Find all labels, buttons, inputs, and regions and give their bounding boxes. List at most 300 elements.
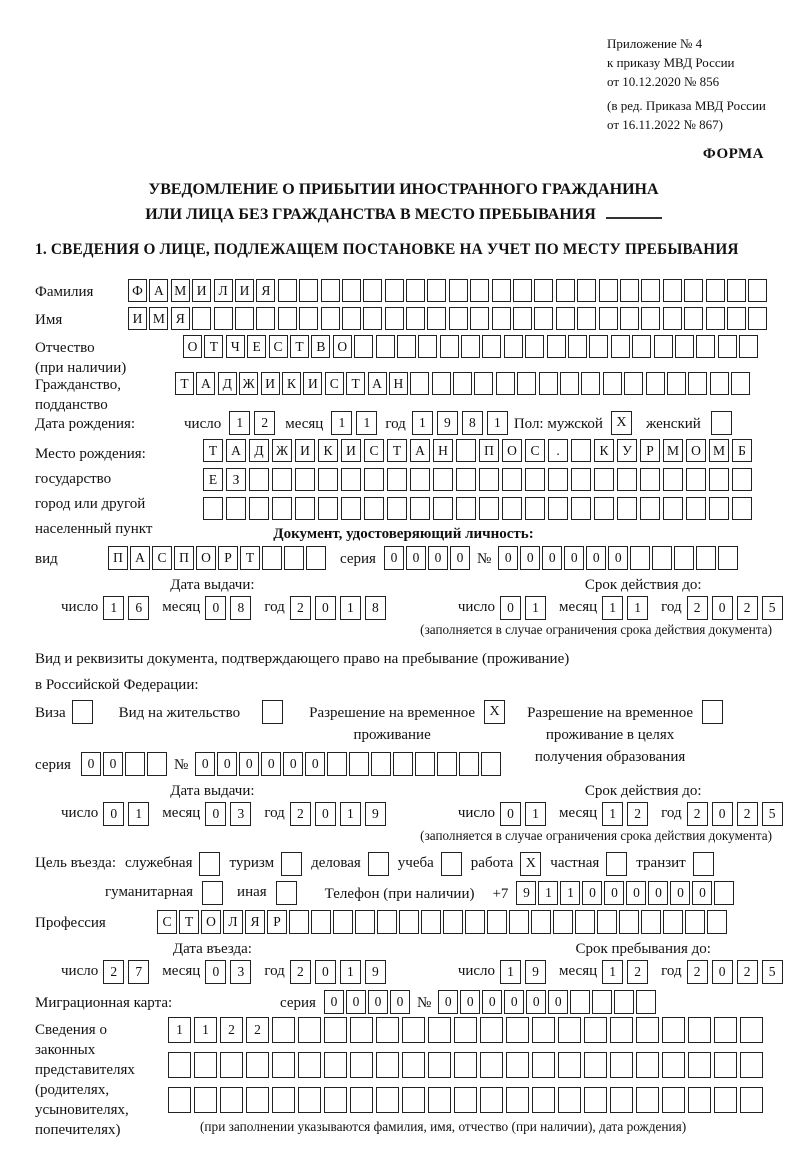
char-box[interactable] [318, 497, 338, 520]
char-box[interactable] [272, 1087, 295, 1113]
char-box[interactable]: 0 [205, 960, 226, 984]
char-box[interactable] [284, 546, 304, 570]
char-box[interactable]: С [157, 910, 177, 934]
char-box[interactable] [570, 990, 590, 1014]
char-box[interactable]: 0 [324, 990, 344, 1014]
purpose-tourism-checkbox[interactable] [281, 852, 302, 876]
char-box[interactable] [599, 279, 618, 302]
char-box[interactable] [324, 1052, 347, 1078]
char-box[interactable] [299, 307, 318, 330]
char-box[interactable]: 7 [128, 960, 149, 984]
char-box[interactable]: М [171, 279, 190, 302]
char-box[interactable] [610, 1052, 633, 1078]
char-box[interactable]: И [295, 439, 315, 462]
char-box[interactable]: 0 [103, 752, 123, 776]
char-box[interactable] [584, 1017, 607, 1043]
char-box[interactable]: П [108, 546, 128, 570]
char-box[interactable]: 1 [602, 596, 623, 620]
char-box[interactable] [194, 1052, 217, 1078]
char-box[interactable]: Р [640, 439, 660, 462]
char-box[interactable] [706, 307, 725, 330]
char-box[interactable] [203, 497, 223, 520]
char-box[interactable] [688, 1017, 711, 1043]
char-box[interactable] [354, 335, 373, 358]
char-box[interactable]: Д [249, 439, 269, 462]
char-box[interactable] [327, 752, 347, 776]
char-box[interactable]: 2 [290, 802, 311, 826]
char-box[interactable]: 1 [194, 1017, 217, 1043]
temporary-residence-checkbox[interactable]: X [484, 700, 505, 724]
char-box[interactable]: 0 [498, 546, 518, 570]
char-box[interactable] [636, 1052, 659, 1078]
char-box[interactable]: 2 [246, 1017, 269, 1043]
char-box[interactable]: 0 [261, 752, 281, 776]
char-box[interactable]: 9 [365, 960, 386, 984]
char-box[interactable] [321, 279, 340, 302]
char-box[interactable] [732, 468, 752, 491]
char-box[interactable]: О [201, 910, 221, 934]
char-box[interactable] [168, 1052, 191, 1078]
char-box[interactable]: 2 [290, 596, 311, 620]
char-box[interactable] [502, 497, 522, 520]
char-box[interactable]: 0 [103, 802, 124, 826]
char-box[interactable] [480, 1017, 503, 1043]
char-box[interactable] [513, 279, 532, 302]
char-box[interactable] [592, 990, 612, 1014]
char-box[interactable] [415, 752, 435, 776]
char-box[interactable] [465, 910, 485, 934]
purpose-study-checkbox[interactable] [441, 852, 462, 876]
char-box[interactable] [534, 279, 553, 302]
char-box[interactable] [714, 1052, 737, 1078]
char-box[interactable] [620, 307, 639, 330]
char-box[interactable] [688, 1087, 711, 1113]
char-box[interactable] [620, 279, 639, 302]
char-box[interactable] [663, 468, 683, 491]
char-box[interactable] [558, 1052, 581, 1078]
char-box[interactable]: Р [218, 546, 238, 570]
char-box[interactable]: О [333, 335, 352, 358]
char-box[interactable]: 1 [602, 802, 623, 826]
char-box[interactable]: 0 [384, 546, 404, 570]
char-box[interactable] [272, 1017, 295, 1043]
char-box[interactable] [525, 468, 545, 491]
char-box[interactable] [532, 1017, 555, 1043]
char-box[interactable] [402, 1017, 425, 1043]
char-box[interactable] [147, 752, 167, 776]
char-box[interactable]: 0 [438, 990, 458, 1014]
char-box[interactable]: И [341, 439, 361, 462]
char-box[interactable] [278, 307, 297, 330]
char-box[interactable]: 0 [460, 990, 480, 1014]
char-box[interactable]: Н [433, 439, 453, 462]
char-box[interactable] [739, 335, 758, 358]
char-box[interactable]: 0 [586, 546, 606, 570]
char-box[interactable] [504, 335, 523, 358]
char-box[interactable]: 3 [230, 802, 251, 826]
char-box[interactable] [220, 1087, 243, 1113]
char-box[interactable]: 1 [340, 596, 361, 620]
char-box[interactable] [410, 497, 430, 520]
char-box[interactable]: 1 [602, 960, 623, 984]
char-box[interactable]: 1 [331, 411, 352, 435]
char-box[interactable] [727, 279, 746, 302]
char-box[interactable] [496, 372, 515, 395]
char-box[interactable] [575, 910, 595, 934]
char-box[interactable] [748, 279, 767, 302]
char-box[interactable] [732, 497, 752, 520]
char-box[interactable]: Т [346, 372, 365, 395]
char-box[interactable]: Р [267, 910, 287, 934]
char-box[interactable] [710, 372, 729, 395]
char-box[interactable] [364, 468, 384, 491]
char-box[interactable]: Ф [128, 279, 147, 302]
char-box[interactable]: 0 [81, 752, 101, 776]
visa-checkbox[interactable] [72, 700, 93, 724]
char-box[interactable]: П [479, 439, 499, 462]
char-box[interactable] [714, 1087, 737, 1113]
char-box[interactable] [748, 307, 767, 330]
char-box[interactable]: Я [245, 910, 265, 934]
char-box[interactable]: П [174, 546, 194, 570]
char-box[interactable] [740, 1017, 763, 1043]
char-box[interactable] [427, 307, 446, 330]
char-box[interactable] [454, 1052, 477, 1078]
char-box[interactable] [433, 468, 453, 491]
char-box[interactable]: 1 [168, 1017, 191, 1043]
char-box[interactable] [456, 468, 476, 491]
char-box[interactable] [674, 546, 694, 570]
char-box[interactable] [548, 468, 568, 491]
char-box[interactable] [342, 307, 361, 330]
char-box[interactable] [685, 910, 705, 934]
char-box[interactable] [640, 497, 660, 520]
char-box[interactable] [449, 279, 468, 302]
char-box[interactable]: И [192, 279, 211, 302]
char-box[interactable] [706, 279, 725, 302]
char-box[interactable]: К [282, 372, 301, 395]
char-box[interactable]: А [226, 439, 246, 462]
char-box[interactable]: 2 [687, 960, 708, 984]
char-box[interactable]: 0 [564, 546, 584, 570]
char-box[interactable] [192, 307, 211, 330]
char-box[interactable] [652, 546, 672, 570]
char-box[interactable] [437, 752, 457, 776]
char-box[interactable] [459, 752, 479, 776]
char-box[interactable] [376, 1087, 399, 1113]
char-box[interactable] [568, 335, 587, 358]
char-box[interactable] [125, 752, 145, 776]
char-box[interactable]: 0 [283, 752, 303, 776]
char-box[interactable] [393, 752, 413, 776]
char-box[interactable]: Б [732, 439, 752, 462]
char-box[interactable] [509, 910, 529, 934]
char-box[interactable] [663, 497, 683, 520]
char-box[interactable]: 0 [315, 802, 336, 826]
sex-female-checkbox[interactable] [711, 411, 732, 435]
char-box[interactable] [480, 1087, 503, 1113]
char-box[interactable]: 0 [450, 546, 470, 570]
char-box[interactable]: Т [387, 439, 407, 462]
char-box[interactable]: 1 [340, 960, 361, 984]
char-box[interactable] [589, 335, 608, 358]
char-box[interactable] [571, 439, 591, 462]
char-box[interactable] [641, 910, 661, 934]
char-box[interactable]: 5 [762, 802, 783, 826]
char-box[interactable]: 5 [762, 960, 783, 984]
temporary-residence-education-checkbox[interactable] [702, 700, 723, 724]
char-box[interactable] [246, 1087, 269, 1113]
char-box[interactable] [547, 335, 566, 358]
char-box[interactable] [256, 307, 275, 330]
char-box[interactable] [428, 1052, 451, 1078]
char-box[interactable]: 0 [305, 752, 325, 776]
char-box[interactable] [295, 468, 315, 491]
char-box[interactable] [454, 1087, 477, 1113]
char-box[interactable] [686, 468, 706, 491]
char-box[interactable]: В [311, 335, 330, 358]
sex-male-checkbox[interactable]: X [611, 411, 632, 435]
char-box[interactable] [440, 335, 459, 358]
char-box[interactable]: Т [240, 546, 260, 570]
char-box[interactable] [571, 468, 591, 491]
char-box[interactable] [341, 468, 361, 491]
char-box[interactable]: Т [179, 910, 199, 934]
char-box[interactable] [709, 468, 729, 491]
char-box[interactable]: 0 [406, 546, 426, 570]
char-box[interactable]: И [235, 279, 254, 302]
char-box[interactable] [299, 279, 318, 302]
char-box[interactable]: Н [389, 372, 408, 395]
char-box[interactable] [662, 1052, 685, 1078]
char-box[interactable]: 1 [487, 411, 508, 435]
char-box[interactable] [377, 910, 397, 934]
char-box[interactable] [333, 910, 353, 934]
char-box[interactable] [688, 1052, 711, 1078]
purpose-transit-checkbox[interactable] [693, 852, 714, 876]
char-box[interactable]: 0 [712, 596, 733, 620]
char-box[interactable] [479, 497, 499, 520]
char-box[interactable] [235, 307, 254, 330]
char-box[interactable]: О [196, 546, 216, 570]
char-box[interactable] [341, 497, 361, 520]
char-box[interactable]: А [196, 372, 215, 395]
char-box[interactable] [449, 307, 468, 330]
char-box[interactable]: 0 [526, 990, 546, 1014]
char-box[interactable]: К [318, 439, 338, 462]
char-box[interactable]: М [149, 307, 168, 330]
char-box[interactable] [306, 546, 326, 570]
char-box[interactable] [385, 279, 404, 302]
char-box[interactable] [532, 1087, 555, 1113]
char-box[interactable] [684, 307, 703, 330]
purpose-commercial-checkbox[interactable] [368, 852, 389, 876]
char-box[interactable] [428, 1087, 451, 1113]
char-box[interactable]: Е [203, 468, 223, 491]
char-box[interactable] [376, 335, 395, 358]
char-box[interactable] [558, 1087, 581, 1113]
char-box[interactable]: М [663, 439, 683, 462]
char-box[interactable] [376, 1017, 399, 1043]
char-box[interactable] [663, 910, 683, 934]
char-box[interactable]: С [525, 439, 545, 462]
char-box[interactable] [641, 307, 660, 330]
char-box[interactable] [481, 752, 501, 776]
char-box[interactable]: У [617, 439, 637, 462]
char-box[interactable] [663, 307, 682, 330]
char-box[interactable]: Д [218, 372, 237, 395]
char-box[interactable]: 0 [548, 990, 568, 1014]
char-box[interactable]: 6 [128, 596, 149, 620]
char-box[interactable] [443, 910, 463, 934]
char-box[interactable] [556, 279, 575, 302]
char-box[interactable] [581, 372, 600, 395]
char-box[interactable] [714, 1017, 737, 1043]
char-box[interactable]: 9 [525, 960, 546, 984]
purpose-work-checkbox[interactable]: X [520, 852, 541, 876]
char-box[interactable] [298, 1052, 321, 1078]
char-box[interactable] [350, 1017, 373, 1043]
char-box[interactable]: 1 [525, 802, 546, 826]
char-box[interactable] [492, 307, 511, 330]
purpose-business-checkbox[interactable] [199, 852, 220, 876]
char-box[interactable]: 0 [626, 881, 646, 905]
char-box[interactable] [539, 372, 558, 395]
char-box[interactable] [324, 1087, 347, 1113]
char-box[interactable] [506, 1087, 529, 1113]
char-box[interactable]: 3 [230, 960, 251, 984]
char-box[interactable]: 0 [712, 802, 733, 826]
char-box[interactable]: 8 [365, 596, 386, 620]
char-box[interactable] [611, 335, 630, 358]
char-box[interactable] [402, 1052, 425, 1078]
char-box[interactable] [560, 372, 579, 395]
char-box[interactable]: 9 [365, 802, 386, 826]
char-box[interactable] [482, 335, 501, 358]
char-box[interactable]: 2 [737, 802, 758, 826]
char-box[interactable] [246, 1052, 269, 1078]
char-box[interactable] [662, 1017, 685, 1043]
char-box[interactable] [272, 1052, 295, 1078]
char-box[interactable] [456, 497, 476, 520]
char-box[interactable] [492, 279, 511, 302]
char-box[interactable] [295, 497, 315, 520]
char-box[interactable]: 0 [315, 596, 336, 620]
char-box[interactable] [594, 497, 614, 520]
purpose-private-checkbox[interactable] [606, 852, 627, 876]
purpose-humanitarian-checkbox[interactable] [202, 881, 223, 905]
char-box[interactable] [355, 910, 375, 934]
char-box[interactable] [663, 279, 682, 302]
char-box[interactable] [480, 1052, 503, 1078]
char-box[interactable]: О [686, 439, 706, 462]
char-box[interactable] [610, 1017, 633, 1043]
char-box[interactable] [525, 497, 545, 520]
char-box[interactable] [324, 1017, 347, 1043]
char-box[interactable]: И [128, 307, 147, 330]
char-box[interactable]: 0 [504, 990, 524, 1014]
char-box[interactable] [548, 497, 568, 520]
char-box[interactable] [667, 372, 686, 395]
char-box[interactable] [636, 1087, 659, 1113]
char-box[interactable] [249, 497, 269, 520]
char-box[interactable] [641, 279, 660, 302]
char-box[interactable] [617, 468, 637, 491]
char-box[interactable]: 2 [103, 960, 124, 984]
char-box[interactable]: 0 [712, 960, 733, 984]
char-box[interactable]: О [502, 439, 522, 462]
char-box[interactable] [731, 372, 750, 395]
char-box[interactable]: С [325, 372, 344, 395]
char-box[interactable]: К [594, 439, 614, 462]
char-box[interactable] [636, 1017, 659, 1043]
char-box[interactable]: Т [204, 335, 223, 358]
char-box[interactable]: 0 [368, 990, 388, 1014]
char-box[interactable]: 5 [762, 596, 783, 620]
char-box[interactable]: Т [203, 439, 223, 462]
char-box[interactable]: 2 [687, 802, 708, 826]
char-box[interactable]: 1 [356, 411, 377, 435]
char-box[interactable] [603, 372, 622, 395]
char-box[interactable] [311, 910, 331, 934]
char-box[interactable]: 1 [128, 802, 149, 826]
char-box[interactable] [610, 1087, 633, 1113]
char-box[interactable]: 1 [525, 596, 546, 620]
char-box[interactable] [410, 372, 429, 395]
char-box[interactable] [686, 497, 706, 520]
char-box[interactable]: 1 [340, 802, 361, 826]
char-box[interactable] [654, 335, 673, 358]
char-box[interactable] [418, 335, 437, 358]
char-box[interactable]: 1 [500, 960, 521, 984]
char-box[interactable] [194, 1087, 217, 1113]
char-box[interactable] [553, 910, 573, 934]
char-box[interactable]: 1 [412, 411, 433, 435]
char-box[interactable]: 1 [103, 596, 124, 620]
char-box[interactable]: 0 [239, 752, 259, 776]
char-box[interactable]: Т [290, 335, 309, 358]
char-box[interactable] [532, 1052, 555, 1078]
char-box[interactable]: 0 [604, 881, 624, 905]
char-box[interactable]: 2 [687, 596, 708, 620]
char-box[interactable] [397, 335, 416, 358]
char-box[interactable] [321, 307, 340, 330]
char-box[interactable] [298, 1087, 321, 1113]
char-box[interactable]: 0 [217, 752, 237, 776]
char-box[interactable] [619, 910, 639, 934]
char-box[interactable] [376, 1052, 399, 1078]
char-box[interactable] [432, 372, 451, 395]
char-box[interactable]: 0 [500, 802, 521, 826]
char-box[interactable] [371, 752, 391, 776]
char-box[interactable]: 0 [482, 990, 502, 1014]
title-fill-in-blank[interactable] [606, 205, 662, 219]
char-box[interactable]: 8 [462, 411, 483, 435]
char-box[interactable] [363, 279, 382, 302]
char-box[interactable] [272, 468, 292, 491]
char-box[interactable] [577, 279, 596, 302]
char-box[interactable] [688, 372, 707, 395]
char-box[interactable] [428, 1017, 451, 1043]
char-box[interactable] [387, 497, 407, 520]
char-box[interactable] [534, 307, 553, 330]
char-box[interactable]: Ч [226, 335, 245, 358]
char-box[interactable] [684, 279, 703, 302]
char-box[interactable]: 0 [205, 802, 226, 826]
char-box[interactable]: 1 [229, 411, 250, 435]
char-box[interactable] [624, 372, 643, 395]
char-box[interactable] [594, 468, 614, 491]
